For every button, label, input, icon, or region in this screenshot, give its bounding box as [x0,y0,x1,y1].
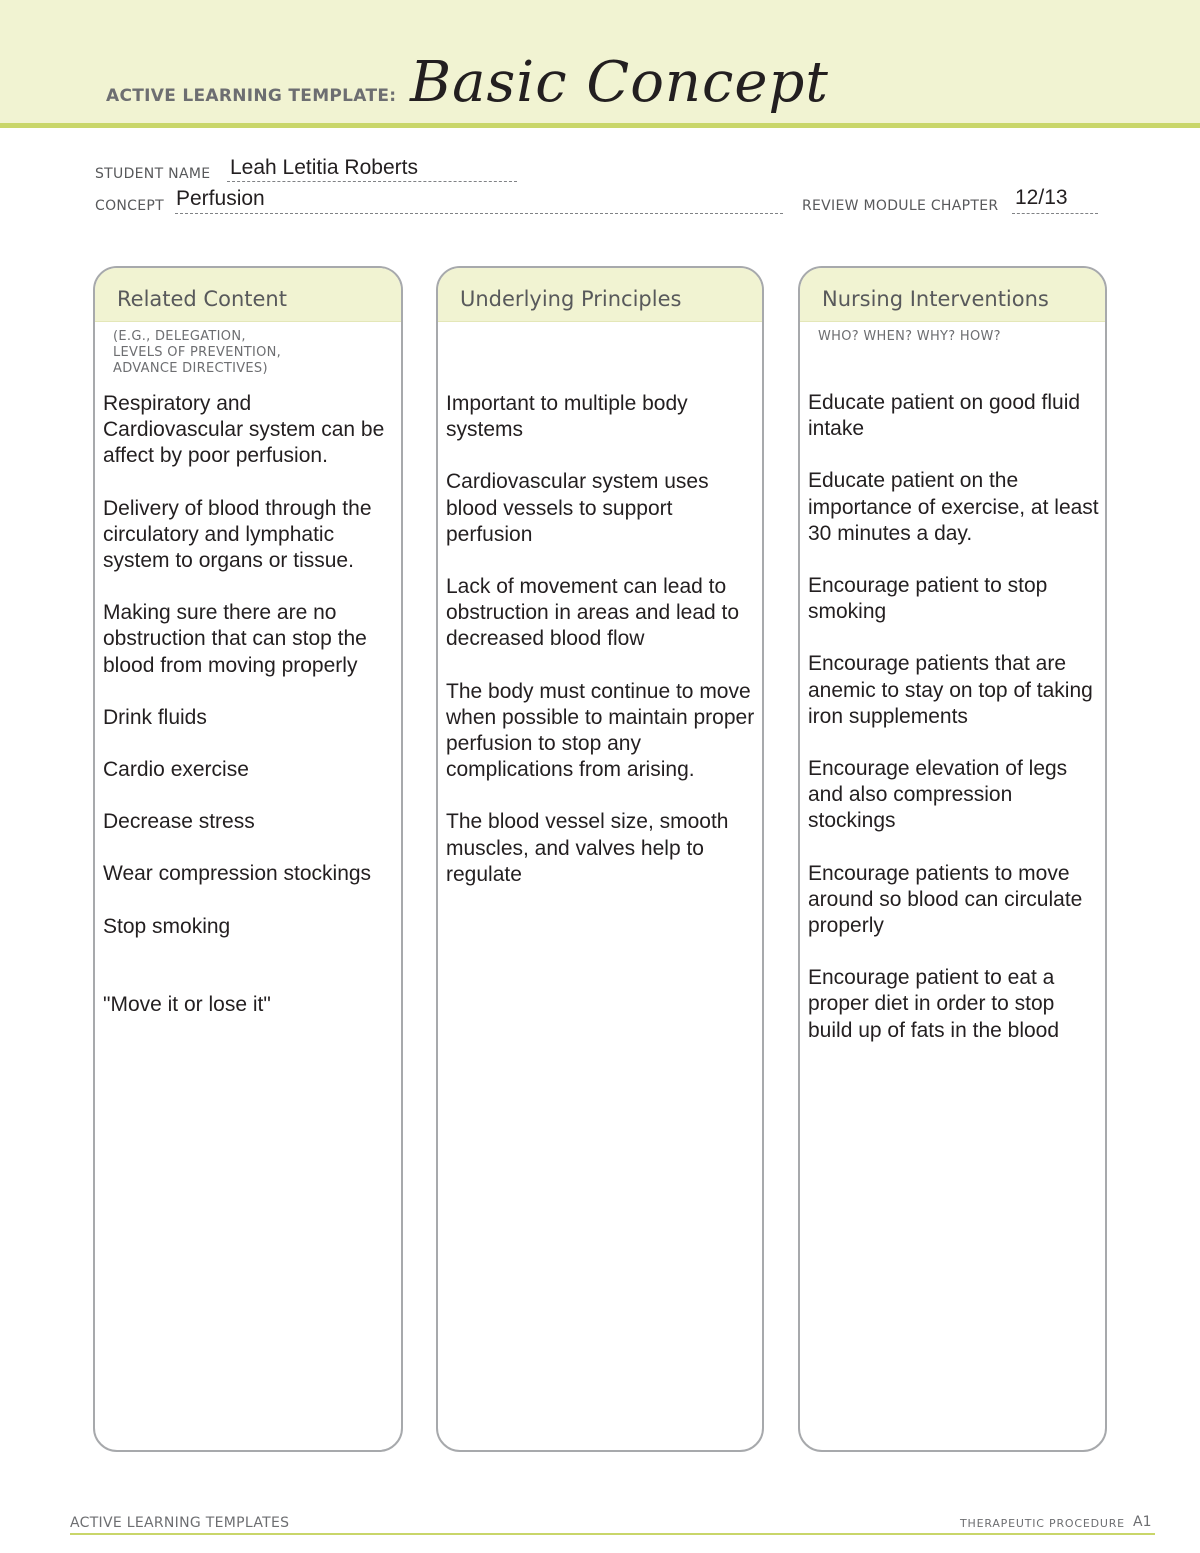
related-content-hint [95,322,401,377]
list-item: Important to multiple body systems [446,392,688,442]
underlying-principles-list[interactable] [446,391,756,914]
list-item: Educate patient on the importance of exercise, at least 30 minutes a day. [808,469,1099,545]
nursing-interventions-list[interactable] [808,390,1099,1070]
related-content-box [93,266,403,1452]
footer-title: ACTIVE LEARNING TEMPLATES [70,1515,290,1531]
template-label: ACTIVE LEARNING TEMPLATE: [106,86,397,106]
review-module-label: REVIEW MODULE CHAPTER [802,198,999,214]
underlying-principles-title: Underlying Principles [438,268,762,322]
concept-field[interactable]: Perfusion [176,187,265,210]
hint-line: ADVANCE DIRECTIVES) [113,361,268,376]
list-item: Making sure there are no obstruction that can stop the blood from moving properly [103,601,367,677]
template-title: Basic Concept [410,50,829,115]
header-divider [0,123,1200,128]
list-item: Encourage patient to stop smoking [808,574,1048,624]
list-item: Drink fluids [103,705,207,729]
list-item: Decrease stress [103,810,255,834]
list-item: Lack of movement can lead to obstruction in areas and lead to decreased blood flow [446,575,740,651]
nursing-interventions-box [798,266,1107,1452]
list-item: Stop smoking [103,914,231,938]
list-item: The body must continue to move when possible to maintain proper perfusion to stop any complications from arising. [446,679,755,782]
nursing-interventions-hint: WHO? WHEN? WHY? HOW? [818,329,1001,344]
list-item: The blood vessel size, smooth muscles, and valves help to regulate [446,810,729,886]
related-content-list[interactable] [103,391,395,1044]
review-module-underline [1012,213,1098,214]
list-item: Educate patient on good fluid intake [808,391,1081,441]
footer-section: THERAPEUTIC PROCEDURE [960,1517,1125,1530]
list-item: Cardiovascular system uses blood vessels to support perfusion [446,470,709,546]
list-item: Delivery of blood through the circulatory and lymphatic system to organs or tissue. [103,496,372,573]
student-name-label: STUDENT NAME [95,166,211,182]
concept-underline [175,213,783,214]
hint-line: (E.G., DELEGATION, [113,329,246,344]
underlying-principles-box [436,266,764,1452]
list-item: Encourage patients to move around so blood can circulate properly [808,861,1083,938]
hint-line: LEVELS OF PREVENTION, [113,345,282,360]
list-item: Encourage elevation of legs and also compression stockings [808,757,1068,833]
review-module-field[interactable]: 12/13 [1015,186,1068,209]
list-item: "Move it or lose it" [103,992,271,1016]
list-item: Wear compression stockings [103,862,372,886]
list-item: Encourage patients that are anemic to stay on top of taking iron supplements [808,652,1093,728]
related-content-title: Related Content [95,268,401,322]
footer-divider [70,1533,1155,1535]
student-name-underline [227,181,517,182]
concept-label: CONCEPT [95,198,164,214]
list-item: Cardio exercise [103,758,249,782]
nursing-interventions-title: Nursing Interventions [800,268,1105,322]
list-item: Respiratory and Cardiovascular system can be affect by poor perfusion. [103,392,385,468]
student-name-field[interactable]: Leah Letitia Roberts [230,156,418,179]
list-item: Encourage patient to eat a proper diet in order to stop build up of fats in the blood [808,966,1060,1042]
footer-page-code: A1 [1133,1514,1152,1530]
